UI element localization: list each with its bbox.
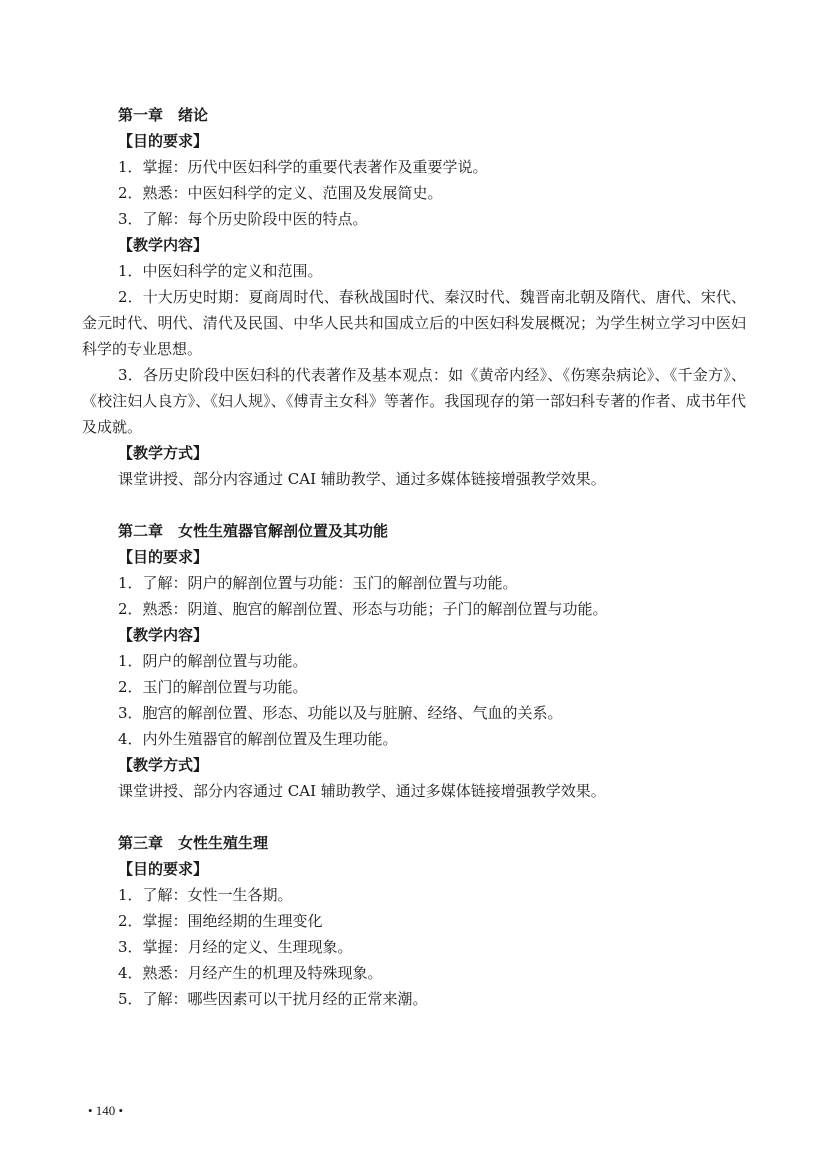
content-paragraph: 2．十大历史时期：夏商周时代、春秋战国时代、秦汉时代、魏晋南北朝及隋代、唐代、宋代、金元时代、明代、清代及民国、中华人民共和国成立后的中医妇科发展概况；为学生树立学习中医妇科学的专业思想。 — [82, 288, 746, 358]
objective-item: 2．熟悉：中医妇科学的定义、范围及发展简史。 — [118, 184, 443, 202]
objective-item: 2．熟悉：阴道、胞宫的解剖位置、形态与功能；子门的解剖位置与功能。 — [118, 600, 608, 618]
page-content — [82, 102, 746, 1012]
content-heading: 【教学内容】 — [118, 626, 209, 644]
chapter-title: 第一章 绪论 — [118, 106, 209, 124]
objective-item: 2．掌握：围绝经期的生理变化 — [118, 912, 323, 930]
method-text: 课堂讲授、部分内容通过 CAI 辅助教学、通过多媒体链接增强教学效果。 — [118, 782, 606, 800]
content-paragraph: 3．各历史阶段中医妇科的代表著作及基本观点：如《黄帝内经》、《伤寒杂病论》、《千金方》、《校注妇人良方》、《妇人规》、《傅青主女科》等著作。我国现存的第一部妇科专著的作者、成书年代及成就。 — [82, 366, 746, 436]
objective-item: 4．熟悉：月经产生的机理及特殊现象。 — [118, 964, 383, 982]
content-item: 2．玉门的解剖位置与功能。 — [118, 678, 308, 696]
chapter-title: 第三章 女性生殖生理 — [118, 834, 269, 852]
content-item: 1．阴户的解剖位置与功能。 — [118, 652, 308, 670]
objectives-heading: 【目的要求】 — [118, 860, 209, 878]
objective-item: 5．了解：哪些因素可以干扰月经的正常来潮。 — [118, 990, 428, 1008]
chapter-2-section — [82, 518, 746, 804]
method-heading: 【教学方式】 — [118, 444, 209, 462]
chapter-1-section — [82, 102, 746, 492]
content-item: 4．内外生殖器官的解剖位置及生理功能。 — [118, 730, 398, 748]
method-text: 课堂讲授、部分内容通过 CAI 辅助教学、通过多媒体链接增强教学效果。 — [118, 470, 606, 488]
objective-item: 3．了解：每个历史阶段中医的特点。 — [118, 210, 368, 228]
chapter-3-section — [82, 830, 746, 1012]
objective-item: 3．掌握：月经的定义、生理现象。 — [118, 938, 353, 956]
objectives-heading: 【目的要求】 — [118, 548, 209, 566]
objectives-heading: 【目的要求】 — [118, 132, 209, 150]
objective-item: 1．了解：阴户的解剖位置与功能：玉门的解剖位置与功能。 — [118, 574, 518, 592]
chapter-title: 第二章 女性生殖器官解剖位置及其功能 — [118, 522, 389, 540]
method-heading: 【教学方式】 — [118, 756, 209, 774]
content-item: 3．胞宫的解剖位置、形态、功能以及与脏腑、经络、气血的关系。 — [118, 704, 563, 722]
page-number: • 140 • — [88, 1103, 124, 1118]
objective-item: 1．了解：女性一生各期。 — [118, 886, 293, 904]
objective-item: 1．掌握：历代中医妇科学的重要代表著作及重要学说。 — [118, 158, 488, 176]
content-heading: 【教学内容】 — [118, 236, 209, 254]
content-item: 1．中医妇科学的定义和范围。 — [118, 262, 323, 280]
